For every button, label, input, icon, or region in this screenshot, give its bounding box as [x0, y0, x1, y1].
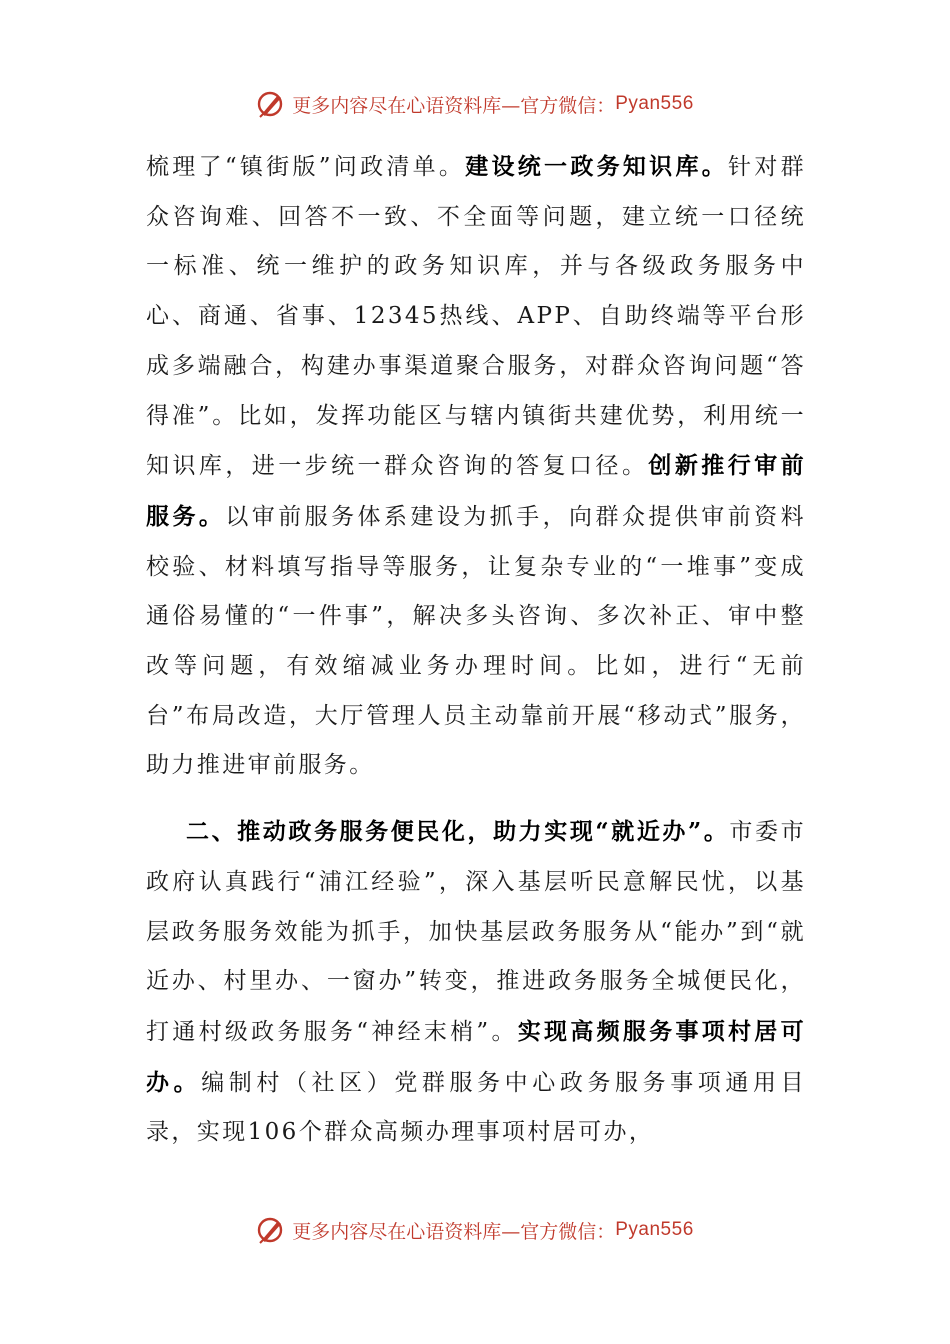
paragraph-2 — [146, 807, 806, 1158]
pen-circle-logo-icon — [256, 1215, 286, 1245]
paragraph-2-heading-2: 实现高频服务事项村居可办。 — [146, 1017, 806, 1096]
paragraph-2-text-1: 市委市政府认真践行“浦江经验”，深入基层听民意解民忧，以基层政务服务效能为抓手，加快基层政务服务从“能办”到“就近办、村里办、一窗办”转变，推进政务服务全城便民化，打通村级政务服务“神经末梢”。 — [146, 819, 806, 1045]
pen-circle-logo-icon — [256, 89, 286, 119]
paragraph-2-text-2: 编制村（社区）党群服务中心政务服务事项通用目录，实现106个群众高频办理事项村居可办， — [146, 1069, 806, 1146]
paragraph-1-text-1: 梳理了“镇街版”问政清单。 — [146, 154, 466, 180]
watermark-header — [0, 84, 950, 124]
paragraph-1-heading-2: 创新推行审前服务。 — [146, 452, 806, 530]
paragraph-1-heading-1: 建设统一政务知识库。 — [465, 153, 729, 180]
watermark-text: 更多内容尽在心语资料库—官方微信： — [292, 94, 616, 117]
watermark-wechat-id: Pyan556 — [615, 1219, 694, 1240]
watermark-text: 更多内容尽在心语资料库—官方微信： — [292, 1220, 616, 1243]
paragraph-1 — [146, 142, 806, 791]
document-body — [146, 142, 806, 1158]
watermark-footer — [0, 1210, 950, 1250]
paragraph-1-text-3: 以审前服务体系建设为抓手，向群众提供审前资料校验、材料填写指导等服务，让复杂专业的“一堆事”变成通俗易懂的“一件事”，解决多头咨询、多次补正、审中整改等问题，有效缩减业务办理时间。比如，进行“无前台”布局改造，大厅管理人员主动靠前开展“移动式”服务，助力推进审前服务。 — [146, 503, 806, 779]
watermark-wechat-id: Pyan556 — [615, 93, 694, 114]
section-2-heading: 二、推动政务服务便民化，助力实现“就近办”。 — [186, 818, 730, 846]
paragraph-1-text-2: 针对群众咨询难、回答不一致、不全面等问题，建立统一口径统一标准、统一维护的政务知识库，并与各级政务服务中心、商通、省事、12345热线、APP、自助终端等平台形成多端融合，构建办事渠道聚合服务，对群众咨询问题“答得准”。比如，发挥功能区与辖内镇街共建优势，利用统一知识库，进一步统一群众咨询的答复口径。 — [146, 154, 807, 480]
